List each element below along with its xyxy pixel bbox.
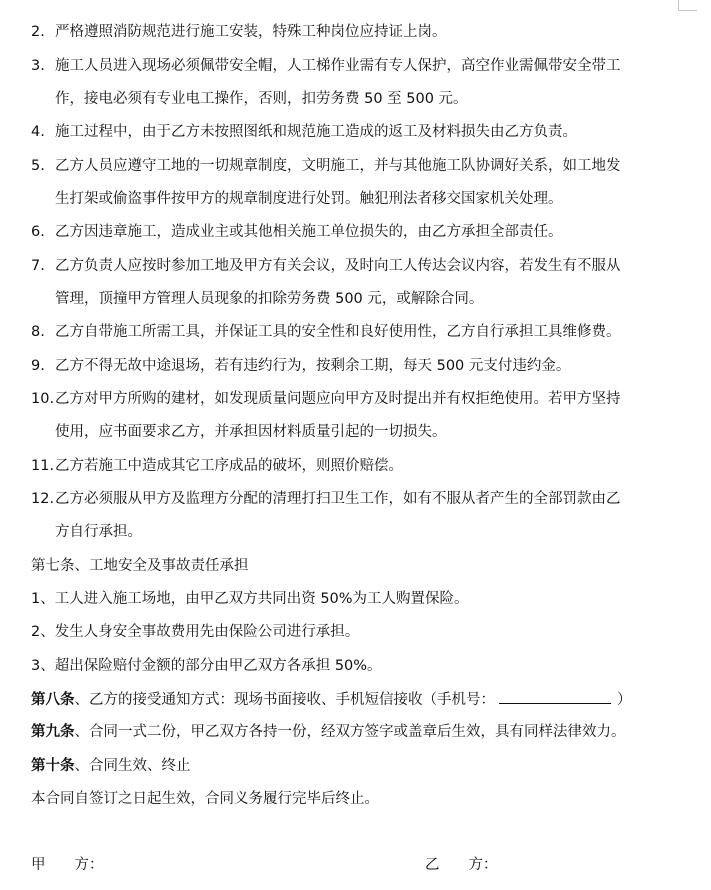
list-item-text: 乙方不得无故中途退场，若有违约行为，按剩余工期，每天 500 元支付违约金。: [55, 358, 571, 374]
page-corner-mark: [678, 0, 697, 11]
list-item-number: 4.: [31, 124, 45, 140]
list-item-number: 8.: [31, 324, 45, 340]
list-item-text: 乙方自带施工所需工具，并保证工具的安全性和良好使用性，乙方自行承担工具维修费。: [55, 324, 621, 340]
party-a-signature-label: 甲 方：: [31, 857, 104, 873]
list-item-number: 5.: [31, 158, 45, 174]
list-item-number: 2.: [31, 24, 45, 40]
list-item-text: 乙方对甲方所购的建材，如发现质量问题应向甲方及时提出并有权拒绝使用。若甲方坚持: [55, 391, 621, 407]
list-item-text: 乙方因违章施工，造成业主或其他相关施工单位损失的，由乙方承担全部责任。: [55, 224, 563, 240]
list-item-text: 乙方人员应遵守工地的一切规章制度，文明施工，并与其他施工队协调好关系，如工地发: [55, 158, 621, 174]
article-7-heading: 第七条、工地安全及事故责任承担: [31, 558, 249, 574]
article-9-label: 第九条: [31, 724, 75, 740]
article-7-item: 1、工人进入施工场地，由甲乙双方共同出资 50%为工人购置保险。: [31, 591, 469, 607]
list-item-number: 12.: [31, 491, 55, 507]
list-item-number: 6.: [31, 224, 45, 240]
list-item-text: 严格遵照消防规范进行施工安装，特殊工种岗位应持证上岗。: [55, 24, 447, 40]
list-item-number: 11.: [31, 458, 55, 474]
list-item-text: 施工过程中，由于乙方未按照图纸和规范施工造成的返工及材料损失由乙方负责。: [55, 124, 577, 140]
list-item-text: 生打架或偷盗事件按甲方的规章制度进行处罚。触犯刑法者移交国家机关处理。: [55, 191, 563, 207]
phone-number-blank[interactable]: [499, 689, 611, 704]
list-item-text: 施工人员进入现场必须佩带安全帽，人工梯作业需有专人保护，高空作业需佩带安全带工: [55, 58, 621, 74]
party-b-signature-label: 乙 方：: [425, 857, 498, 873]
list-item-number: 7.: [31, 258, 45, 274]
list-item-text: 乙方必须服从甲方及监理方分配的清理打扫卫生工作，如有不服从者产生的全部罚款由乙: [55, 491, 621, 507]
list-item-number: 10.: [31, 391, 55, 407]
list-item-text: 乙方若施工中造成其它工序成品的破坏，则照价赔偿。: [55, 458, 403, 474]
article-10: [31, 756, 191, 776]
article-10-text: 、合同生效、终止: [74, 758, 191, 774]
list-item-text: 方自行承担。: [55, 524, 142, 540]
list-item-text: 使用，应书面要求乙方，并承担因材料质量引起的一切损失。: [55, 424, 447, 440]
article-8-close: ）: [617, 692, 632, 708]
list-item-text: 管理，顶撞甲方管理人员现象的扣除劳务费 500 元，或解除合同。: [55, 291, 484, 307]
list-item-number: 9.: [31, 358, 45, 374]
article-10-body: 本合同自签订之日起生效，合同义务履行完毕后终止。: [31, 791, 379, 807]
list-item-number: 3.: [31, 58, 45, 74]
article-8-text: 、乙方的接受通知方式：现场书面接收、手机短信接收（手机号：: [74, 692, 495, 708]
article-7-item: 3、超出保险赔付金额的部分由甲乙双方各承担 50%。: [31, 658, 382, 674]
article-8: [31, 689, 632, 710]
list-item-text: 乙方负责人应按时参加工地及甲方有关会议，及时向工人传达会议内容，若发生有不服从: [55, 258, 621, 274]
article-9: [31, 722, 626, 742]
article-8-label: 第八条: [31, 692, 75, 708]
article-9-text: 、合同一式二份，甲乙双方各持一份，经双方签字或盖章后生效，具有同样法律效力。: [74, 724, 626, 740]
list-item-text: 作，接电必须有专业电工操作，否则，扣劳务费 50 至 500 元。: [55, 91, 468, 107]
article-7-item: 2、发生人身安全事故费用先由保险公司进行承担。: [31, 624, 360, 640]
article-10-label: 第十条: [31, 758, 75, 774]
